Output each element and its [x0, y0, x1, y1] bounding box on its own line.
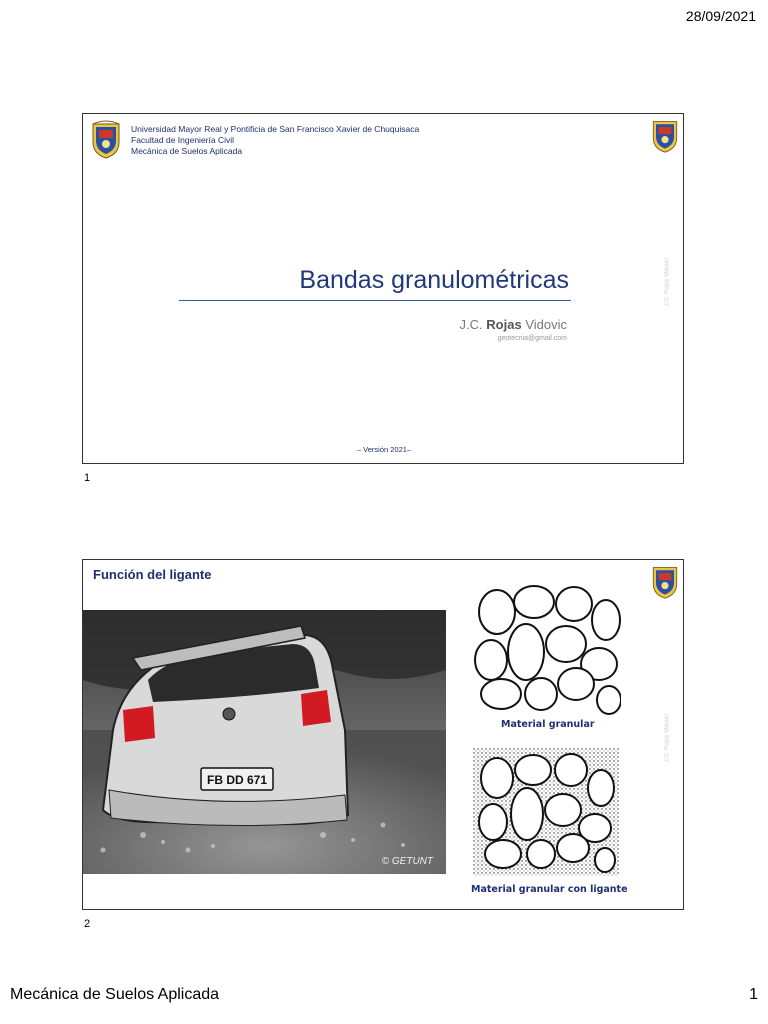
page-date: 28/09/2021	[685, 8, 756, 24]
photo-credit: © GETUNT	[381, 856, 433, 867]
vertical-watermark: J.C. Rojas Vidovic	[664, 257, 671, 307]
slide-title: Función del ligante	[93, 567, 212, 582]
university-name: Universidad Mayor Real y Pontificia de San Francisco Xavier de Chuquisaca	[131, 124, 420, 134]
version-label: – Versión 2021–	[356, 445, 412, 454]
slide-number: 2	[84, 918, 91, 930]
course-name: Mecánica de Suelos Aplicada	[131, 146, 243, 156]
institution-header	[131, 124, 419, 157]
granular-with-binder-diagram	[473, 748, 619, 876]
faculty-name: Facultad de Ingeniería Civil	[131, 135, 235, 145]
footer-page-number: 1	[749, 986, 758, 1003]
author-email: geotecnia@gmail.com	[497, 335, 567, 342]
title-underline	[179, 300, 571, 301]
author-initials: J.C.	[459, 317, 483, 332]
slide-number: 1	[84, 472, 91, 484]
slide-2	[82, 559, 684, 910]
granular-material-diagram	[471, 582, 621, 716]
footer-course-title: Mecánica de Suelos Aplicada	[10, 986, 220, 1003]
university-crest-icon	[651, 564, 679, 600]
author-name	[460, 317, 567, 332]
slide-title: Bandas granulométricas	[299, 266, 569, 294]
slide-1	[82, 113, 684, 464]
vertical-watermark: J.C. Rojas Vidovic	[664, 713, 671, 763]
rally-car-photo	[83, 610, 446, 874]
author-surname-bold: Rojas	[486, 317, 522, 332]
license-plate: FB DD 671	[206, 773, 268, 787]
author-surname: Vidovic	[525, 317, 567, 332]
university-crest-icon	[651, 118, 679, 154]
caption-material-granular-ligante: Material granular con ligante	[471, 884, 628, 895]
university-crest-icon	[91, 120, 121, 160]
rally-car-illustration	[83, 610, 446, 874]
caption-material-granular: Material granular	[501, 719, 595, 730]
